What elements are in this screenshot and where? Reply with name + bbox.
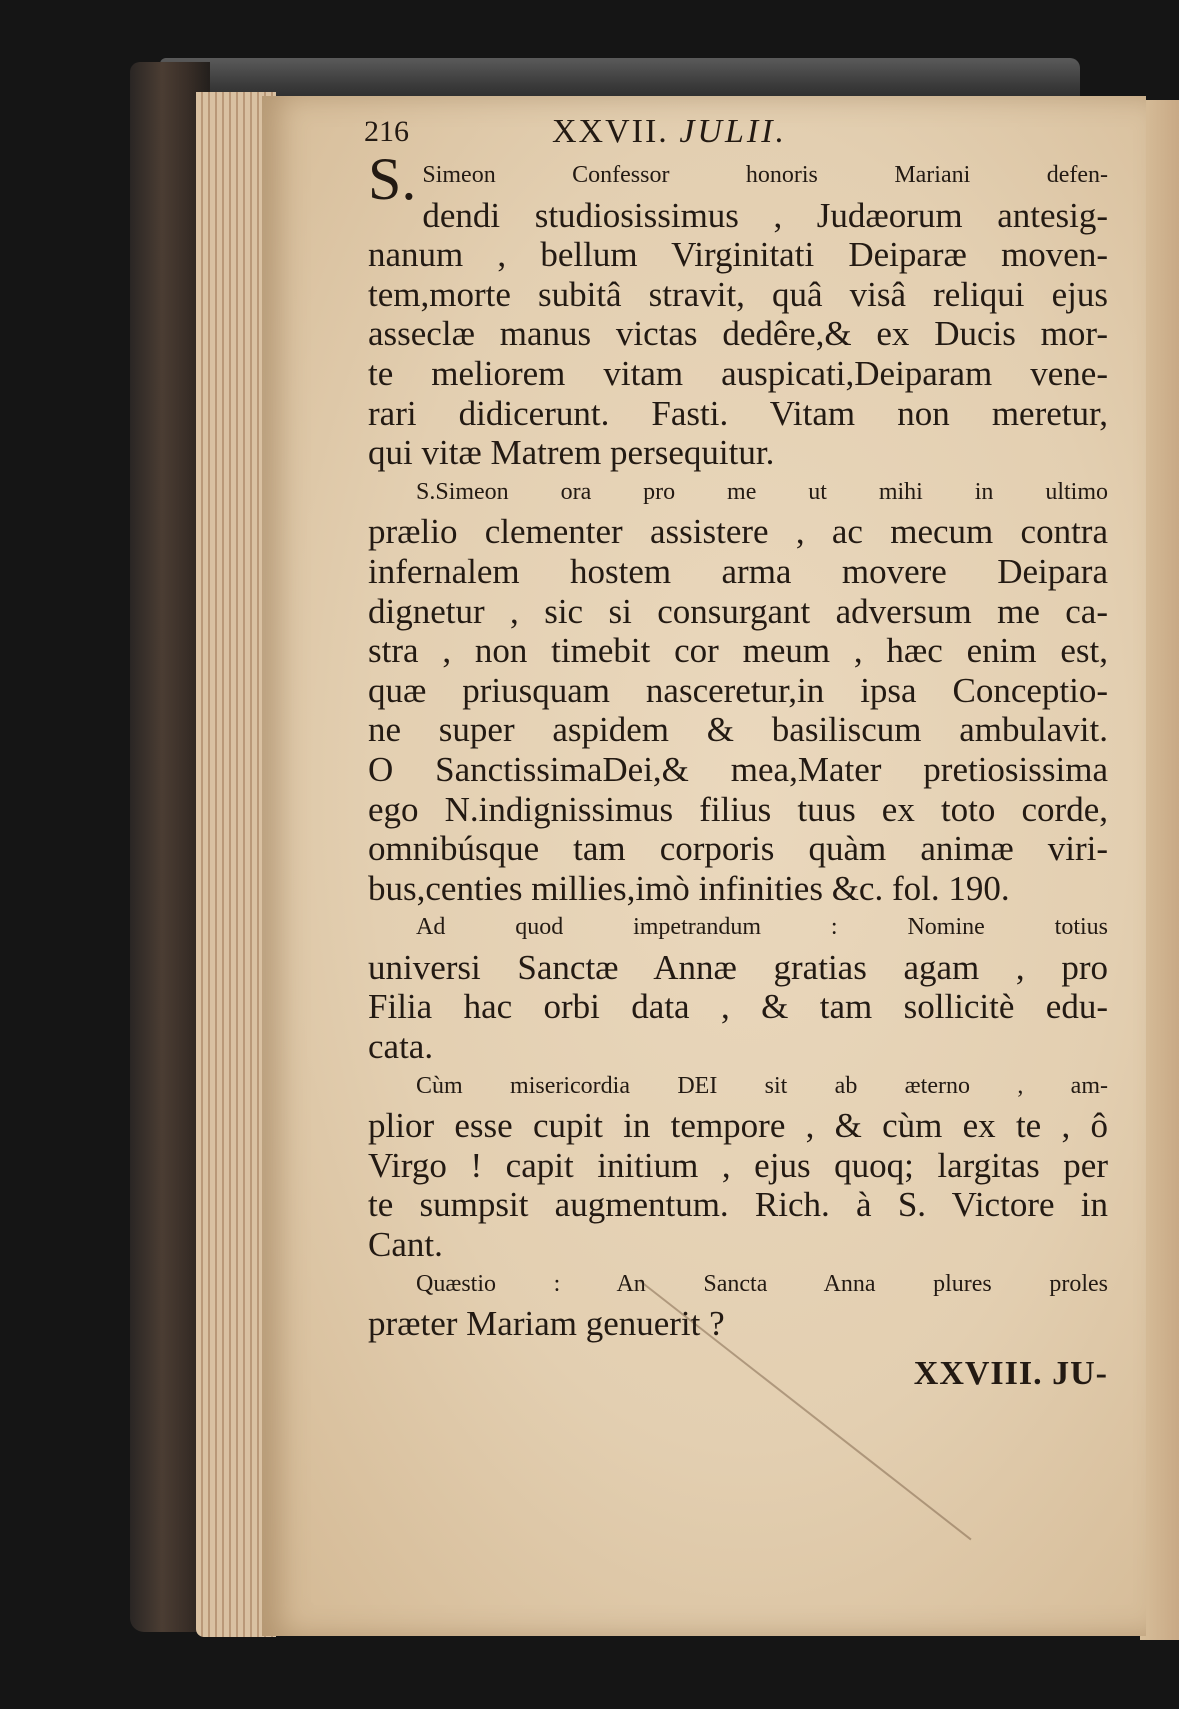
text-line: stra , non timebit cor meum , hæc enim est, xyxy=(368,631,1108,671)
text-line: nanum , bellum Virginitati Deiparæ moven- xyxy=(368,235,1108,275)
running-title xyxy=(552,112,787,152)
page-text xyxy=(364,112,1108,1393)
text-line: quæ priusquam nasceretur,in ipsa Conceptio- xyxy=(368,670,1108,710)
text-line: asseclæ manus victas dedêre,& ex Ducis mor- xyxy=(368,314,1108,354)
body-paragraphs xyxy=(368,146,1108,1344)
text-line: universi Sanctæ Annæ gratias agam , pro xyxy=(368,947,1108,987)
paragraph-prayer xyxy=(368,473,1108,909)
text-line: te meliorem vitam auspicati,Deiparam vene- xyxy=(368,353,1108,393)
text-line: S.Simeon ora pro me ut mihi in ultimo xyxy=(416,478,1108,505)
text-line: prælio clementer assistere , ac mecum contra xyxy=(368,512,1108,552)
text-line: infernalem hostem arma movere Deipara xyxy=(368,551,1108,591)
text-line: Filia hac orbi data , & tam sollicitè edu- xyxy=(368,987,1108,1027)
paragraph-quaestio xyxy=(368,1265,1108,1344)
text-line: te sumpsit augmentum. Rich. à S. Victore in xyxy=(368,1185,1108,1225)
text-line: cata. xyxy=(368,1027,434,1067)
text-line: ne super aspidem & basiliscum ambulavit. xyxy=(368,710,1108,750)
text-line: dignetur , sic si consurgant adversum me ca- xyxy=(368,591,1108,631)
text-line: præter Mariam genuerit ? xyxy=(368,1304,725,1344)
text-line: rari didicerunt. Fasti. Vitam non meretur, xyxy=(368,393,1108,433)
text-line: Simeon Confessor honoris Mariani defen- xyxy=(422,162,1108,188)
text-line: Virgo ! capit initium , ejus quoq; largitas per xyxy=(368,1145,1108,1185)
running-title-month: JULII. xyxy=(679,113,788,150)
text-line: plior esse cupit in tempore , & cùm ex te , ô xyxy=(368,1106,1108,1146)
catchword: XXVIII. JU- xyxy=(913,1354,1108,1392)
paragraph-impetrandum xyxy=(368,908,1108,1066)
text-line: bus,centies millies,imò infinities &c. fol. 190. xyxy=(368,868,1010,908)
page-number: 216 xyxy=(364,115,409,148)
text-line: omnibúsque tam corporis quàm animæ viri- xyxy=(368,829,1108,869)
text-line: Cant. xyxy=(368,1225,443,1265)
running-title-day: XXVII. xyxy=(552,113,669,150)
text-line: O SanctissimaDei,& mea,Mater pretiosissima xyxy=(368,749,1108,789)
text-line: Ad quod impetrandum : Nomine totius xyxy=(416,914,1108,941)
text-line: Quæstio : An Sancta Anna plures proles xyxy=(416,1270,1108,1297)
text-line: dendi studiosissimus , Judæorum antesig- xyxy=(422,195,1108,235)
text-line: tem,morte subitâ stravit, quâ visâ reliqui ejus xyxy=(368,274,1108,314)
text-line: qui vitæ Matrem persequitur. xyxy=(368,433,775,473)
paragraph-misericordia xyxy=(368,1067,1108,1265)
drop-cap: S. xyxy=(368,146,417,212)
paragraph-entry xyxy=(368,146,1108,473)
running-header xyxy=(364,112,1108,156)
text-line: ego N.indignissimus filius tuus ex toto corde, xyxy=(368,789,1108,829)
text-line: Cùm misericordia DEI sit ab æterno , am- xyxy=(416,1072,1108,1099)
